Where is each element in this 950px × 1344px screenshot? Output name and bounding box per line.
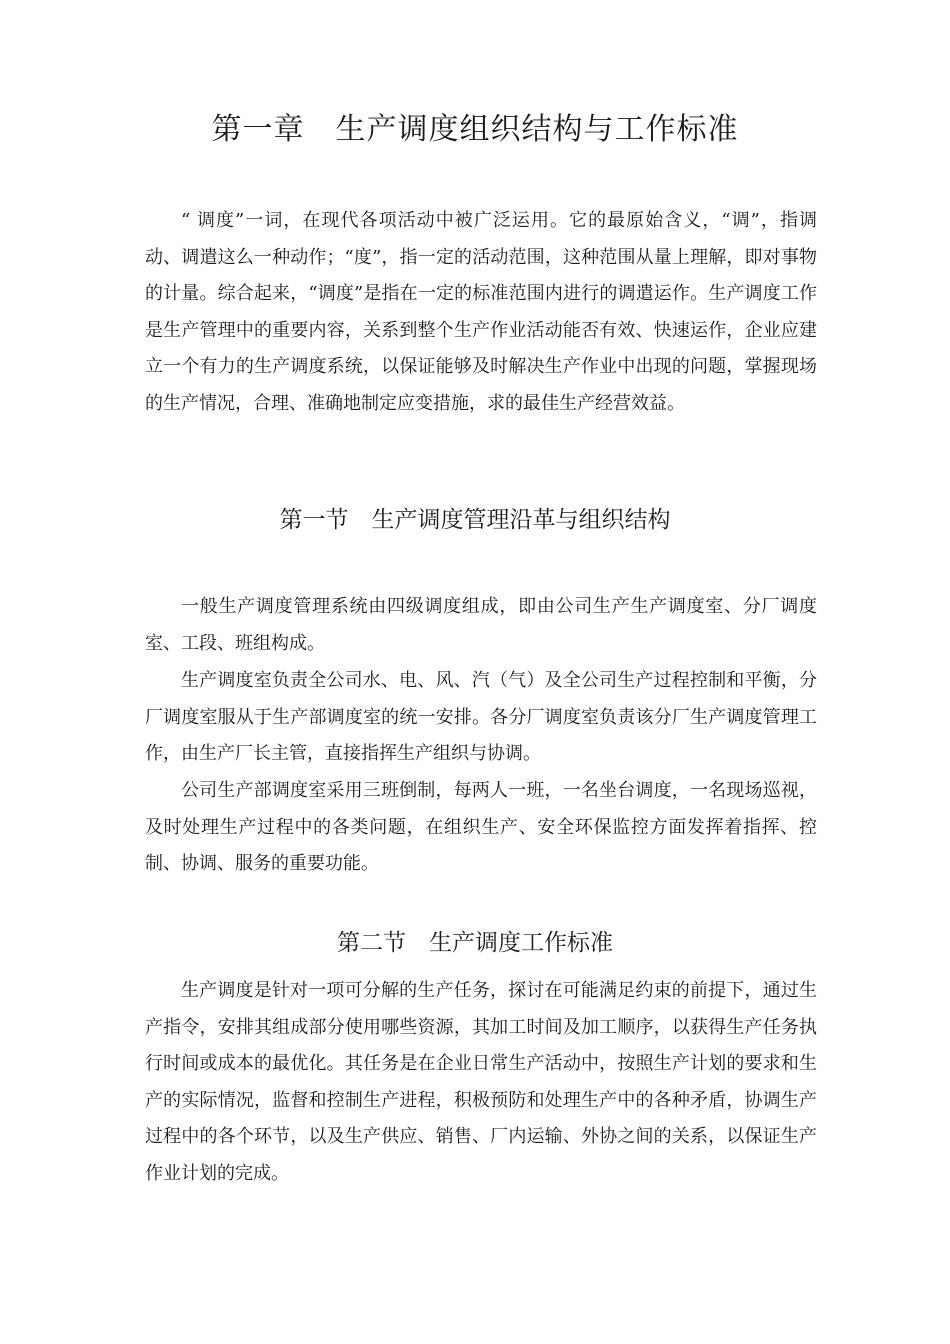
- section-1-paragraph-1: 一般生产调度管理系统由四级调度组成，即由公司生产生产调度室、分厂调度室、工段、班组构成。: [145, 596, 817, 654]
- section-1-paragraph-2: 生产调度室负责全公司水、电、风、汽（气）及全公司生产过程控制和平衡，分厂调度室服从于生产部调度室的统一安排。各分厂调度室负责该分厂生产调度管理工作，由生产厂长主管，直接指挥生产组织与协调。: [145, 670, 817, 764]
- intro-paragraph: “ 调度”一词，在现代各项活动中被广泛运用。它的最原始含义，“调”，指调动、调遣这么一种动作；“度”，指一定的活动范围，这种范围从量上理解，即对事物的计量。综合起来，“调度”是指在一定的标准范围内进行的调遣运作。生产调度工作是生产管理中的重要内容，关系到整个生产作业活动能否有效、快速运作，企业应建立一个有力的生产调度系统，以保证能够及时解决生产作业中出现的问题，掌握现场的生产情况，合理、准确地制定应变措施，求的最佳生产经营效益。: [145, 210, 817, 414]
- section-2-paragraph-1: 生产调度是针对一项可分解的生产任务，探讨在可能满足约束的前提下，通过生产指令，安排其组成部分使用哪些资源，其加工时间及加工顺序，以获得生产任务执行时间或成本的最优化。其任务是在企业日常生产活动中，按照生产计划的要求和生产的实际情况，监督和控制生产进程，积极预防和处理生产中的各种矛盾，协调生产过程中的各个环节，以及生产供应、销售、厂内运输、外协之间的关系，以保证生产作业计划的完成。: [145, 980, 817, 1184]
- section-2-title: 第二节 生产调度工作标准: [337, 930, 613, 956]
- section-1-title: 第一节 生产调度管理沿革与组织结构: [279, 507, 671, 533]
- chapter-title: 第一章 生产调度组织结构与工作标准: [211, 112, 739, 147]
- section-1-paragraph-3: 公司生产部调度室采用三班倒制，每两人一班，一名坐台调度，一名现场巡视，及时处理生产过程中的各类问题，在组织生产、安全环保监控方面发挥着指挥、控制、协调、服务的重要功能。: [145, 780, 817, 874]
